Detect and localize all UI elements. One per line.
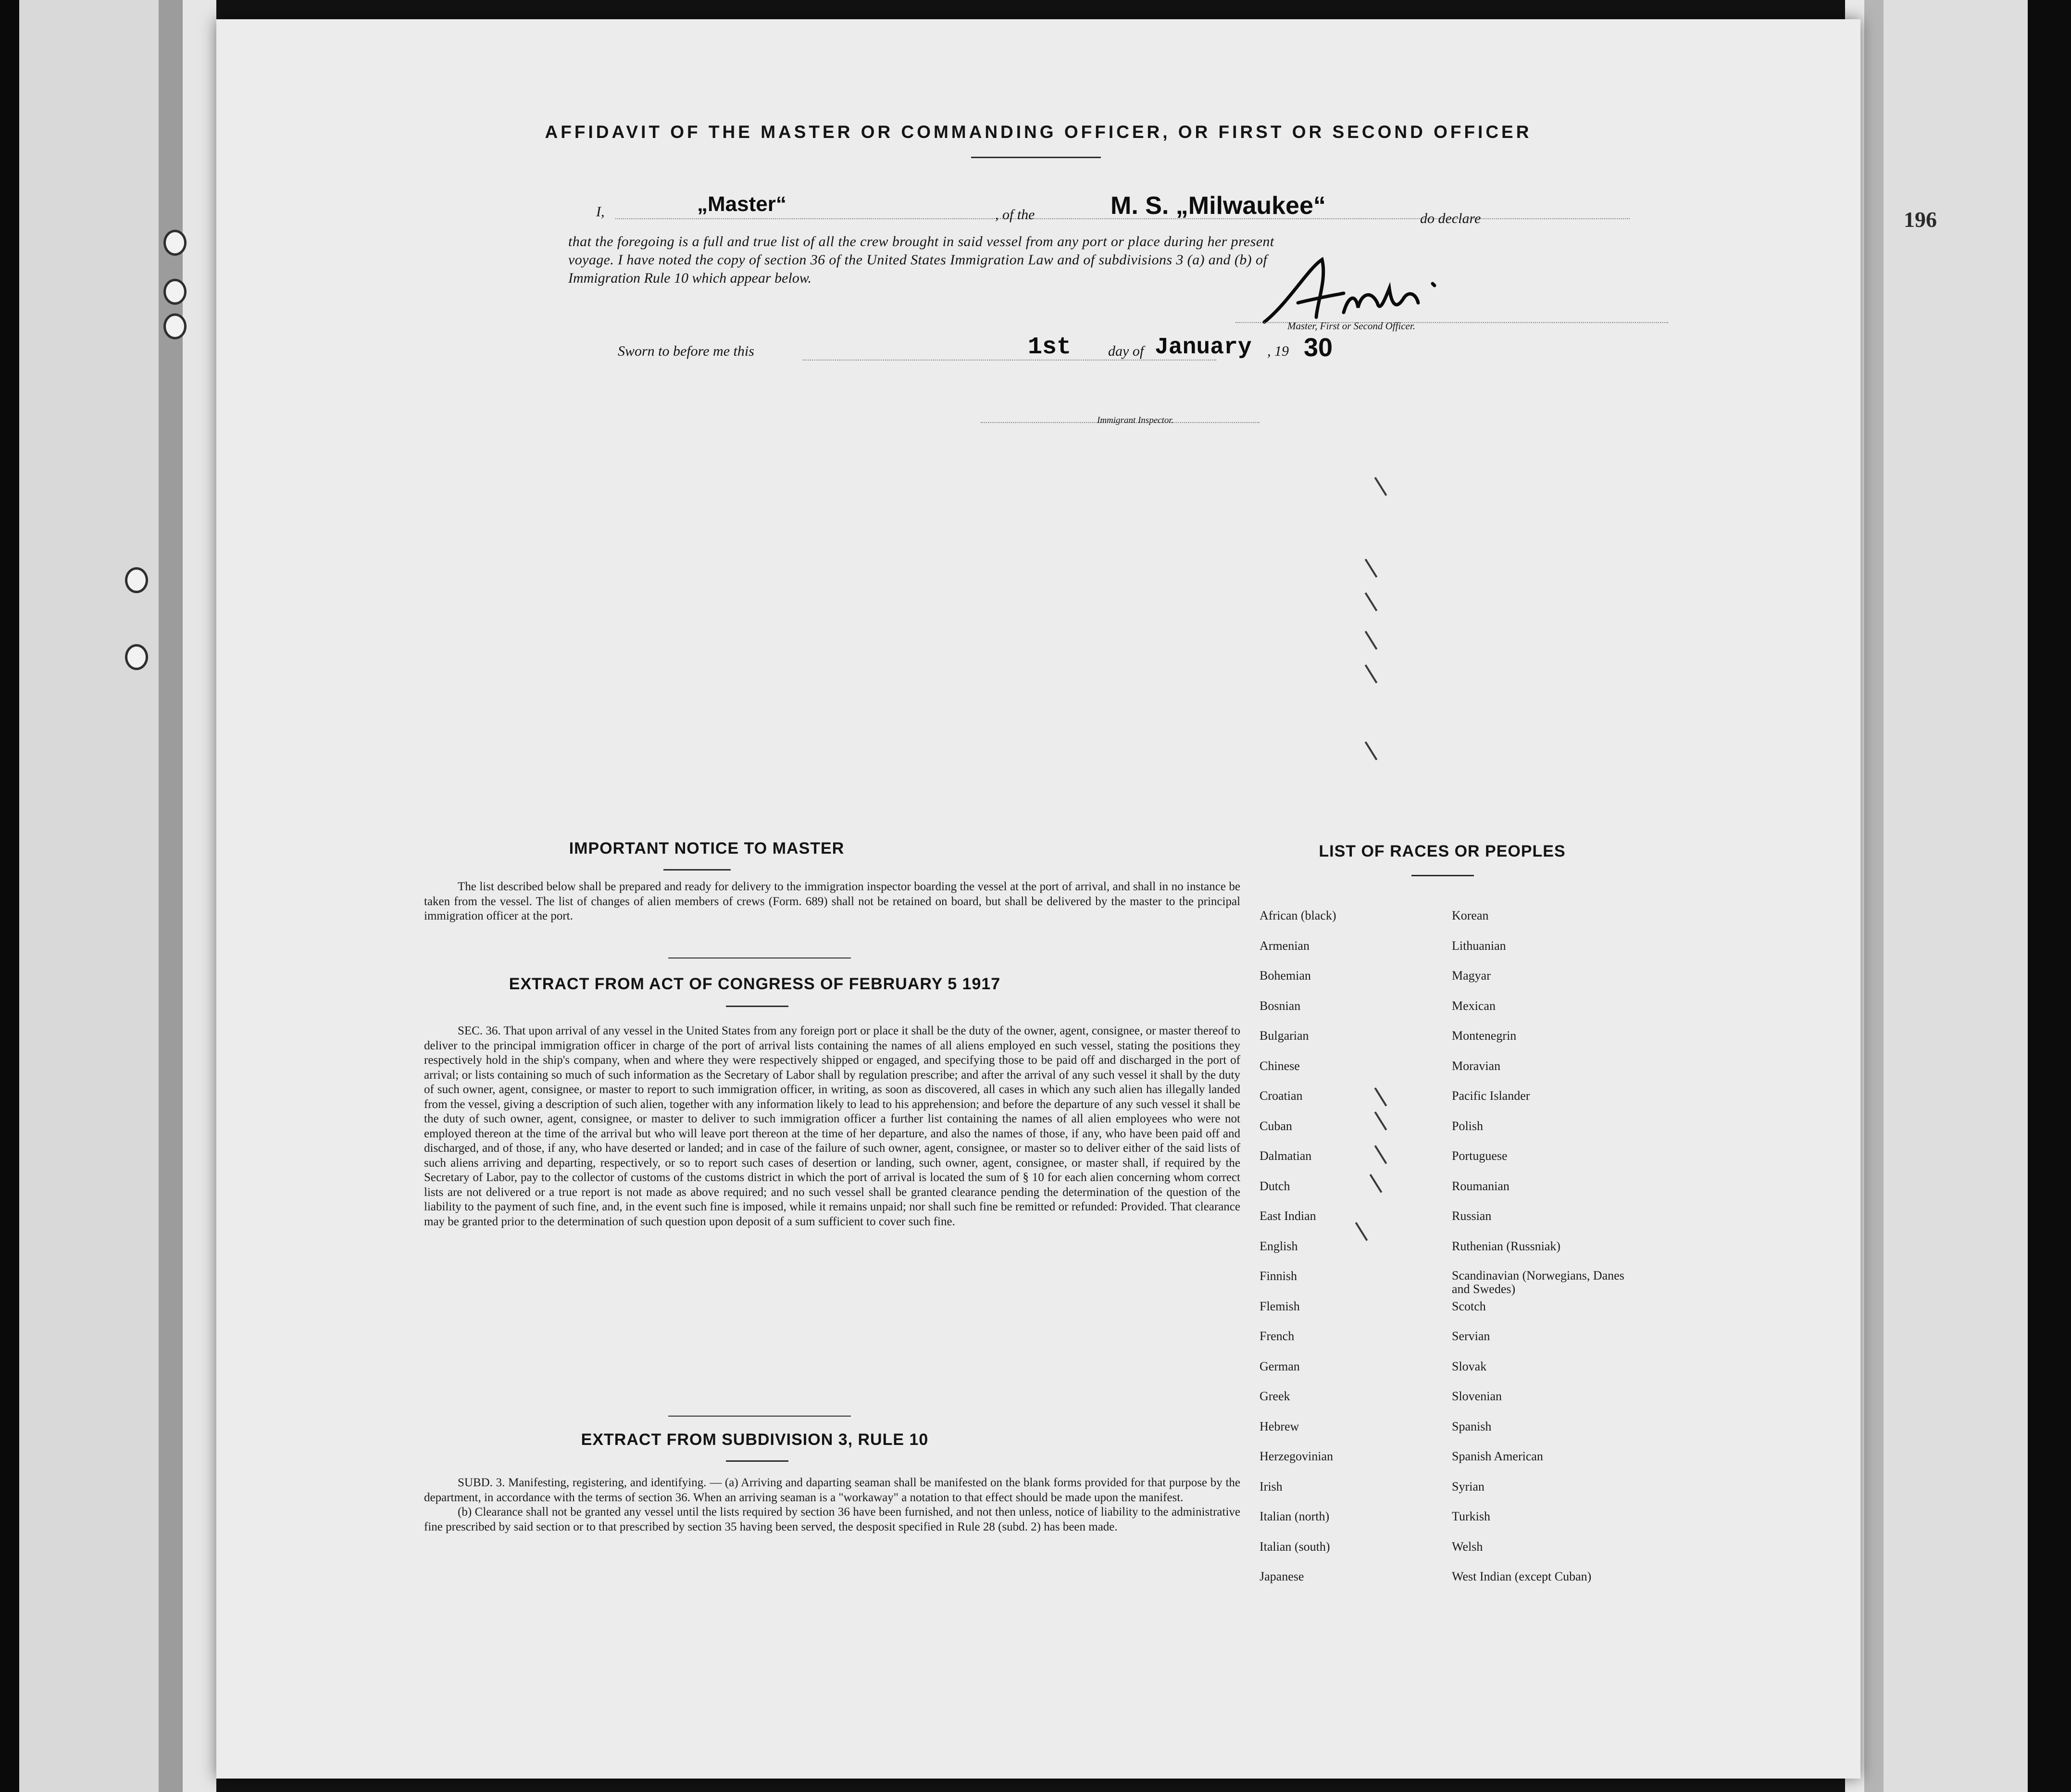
race-item: Herzegovinian [1260,1449,1334,1463]
scan-left-margin [0,0,216,1792]
signature-caption: Master, First or Second Officer. [1287,320,1415,332]
race-item: Lithuanian [1452,938,1506,953]
sworn-year: 30 [1304,333,1333,362]
race-item: Dalmatian [1260,1149,1312,1163]
year-prefix: , 19 [1267,343,1289,359]
rule-rule [726,1460,788,1462]
race-item: Polish [1452,1119,1484,1133]
race-item: English [1260,1239,1298,1253]
declaration-line-2: voyage. I have noted the copy of section 36 of the United States Immigration Law and of subdivisions 3 (a) and (b) of [568,252,1268,268]
pencil-tick [1365,559,1378,577]
race-item: West Indian (except Cuban) [1452,1569,1592,1583]
race-item: French [1260,1329,1295,1343]
pencil-tick [1355,1222,1368,1241]
declaration-line-3: Immigration Rule 10 which appear below. [568,270,812,286]
race-item: Pacific Islander [1452,1089,1530,1103]
act-title: EXTRACT FROM ACT OF CONGRESS OF FEBRUARY 5 1917 [509,975,1001,993]
binder-hole-icon [163,230,187,256]
race-item: Flemish [1260,1299,1300,1313]
day-of-label: day of [1108,343,1144,359]
binder-hole-icon [125,567,148,593]
i-label: I, [596,204,605,220]
act-rule [726,1006,788,1007]
race-item: Turkish [1452,1509,1490,1523]
pencil-tick [1370,1174,1383,1193]
race-item: Chinese [1260,1058,1300,1073]
race-item: Ruthenian (Russniak) [1452,1239,1561,1253]
rule-top-rule [668,1416,851,1417]
sworn-day: 1st [1028,334,1072,361]
race-item: Bohemian [1260,969,1311,983]
race-item: Spanish [1452,1419,1492,1433]
pencil-tick [1374,477,1387,496]
title-rule [971,157,1101,158]
affidavit-title: AFFIDAVIT OF THE MASTER OR COMMANDING OFFICER, OR FIRST OR SECOND OFFICER [545,122,1532,142]
officer-title: „Master“ [697,192,786,216]
notice-rule [663,869,731,871]
officer-fill-line [615,218,1120,219]
race-item: Slovenian [1452,1389,1502,1403]
manifest-sheet [216,19,1860,1779]
race-item: Hebrew [1260,1419,1299,1433]
race-item: Armenian [1260,938,1310,953]
back-page-number: 196 [1904,207,1937,232]
race-item: Korean [1452,908,1489,922]
notice-text: The list described below shall be prepared and ready for delivery to the immigration inspector boarding the vessel at the port of arrival, and shall in no instance be taken from the vessel. The list of changes of alien members of crews (Form. 689) shall not be retained on board, but shall be delivered by the master to the principal immigration officer at the port. [424,880,1240,922]
inspector-caption: Immigrant Inspector. [1097,415,1174,425]
race-item: Scotch [1452,1299,1486,1313]
race-item: Irish [1260,1479,1283,1493]
race-item: Italian (south) [1260,1539,1330,1554]
races-title: LIST OF RACES OR PEOPLES [1319,842,1566,860]
pencil-tick [1374,1111,1387,1130]
race-item: African (black) [1260,908,1336,922]
sworn-fill-line [803,360,1216,361]
races-rule [1411,875,1474,876]
race-item: Spanish American [1452,1449,1543,1463]
sworn-month: January [1155,335,1252,361]
race-item: German [1260,1359,1300,1373]
race-item: Moravian [1452,1058,1501,1073]
race-item: East Indian [1260,1209,1316,1223]
race-item: Scandinavian (Norwegians, Danes and Swedes) [1452,1269,1624,1296]
sworn-label: Sworn to before me this [618,343,754,359]
race-item: Dutch [1260,1179,1290,1193]
race-item: Slovak [1452,1359,1487,1373]
pencil-tick [1365,631,1378,649]
race-item: Croatian [1260,1089,1303,1103]
do-declare-label: do declare [1420,211,1481,226]
race-item: Finnish [1260,1269,1297,1283]
act-text: SEC. 36. That upon arrival of any vessel in the United States from any foreign port or place it shall be the duty of the owner, agent, consignee, or master thereof to deliver to the principal immigration officer in charge of the port of arrival lists containing the names of all aliens employed en such vessel, stating the positions they respectively hold in the ship's company, when and where they were respectively shipped or engaged, and specifying those to be paid off and discharged in the port of arrival; or lists containing so much of such information as the Secretary of Labor shall by regulation prescribe; and after the arrival of any such vessel it shall by the duty of such owner, agent, consignee, or master to report to such immigration officer, in writing, as soon as discovered, all cases in which any such alien has illegally landed from the vessel, giving a description of such alien, together with any information likely to lead to his apprehension; and before the departure of any such vessel it shall be the duty of such owner, agent, consignee, or master to deliver to such immigration officer a further list containing the names of all alien employees who were not employed thereon at the time of the arrival but who will leave port thereon at the time of her departure, and also the names of those, if any, who have been paid off and discharged, and of those, if any, who have deserted or landed; and in case of the failure of such owner, agent, consignee, or master so to deliver either of the said lists of such aliens arriving and departing, respectively, or so to report such cases of desertion or landing, such owner, agent, consignee, or master shall, if required by the Secretary of Labor, pay to the collector of customs of the customs district in which the port of arrival is located the sum of § 10 for each alien concerning whom correct lists are not delivered or a true report is not made as above required; and no such vessel shall be granted clearance pending the determination of the question of the liability to the payment of such fine, and, in the event such fine is imposed, while it remains unpaid; nor shall such fine be remitted or refunded: Provided. That clearance may be granted prior to the determination of such question upon deposit of a sum sufficient to cover such fine. [424,1024,1240,1228]
scan-right-margin [1845,0,2071,1792]
pencil-tick [1365,664,1378,683]
race-item: Montenegrin [1452,1029,1517,1043]
race-item: Roumanian [1452,1179,1510,1193]
race-item: Japanese [1260,1569,1304,1583]
pencil-tick [1365,741,1378,760]
binder-hole-icon [125,644,148,670]
race-item: Syrian [1452,1479,1485,1493]
master-signature [1260,250,1490,332]
race-item: Bosnian [1260,998,1301,1013]
rule-title: EXTRACT FROM SUBDIVISION 3, RULE 10 [581,1431,929,1449]
race-item: Magyar [1452,969,1491,983]
race-item: Bulgarian [1260,1029,1309,1043]
binder-hole-icon [163,279,187,305]
race-item: Greek [1260,1389,1290,1403]
binder-hole-icon [163,313,187,339]
race-item: Russian [1452,1209,1492,1223]
race-item: Welsh [1452,1539,1483,1554]
notice-title: IMPORTANT NOTICE TO MASTER [569,839,845,858]
vessel-name: M. S. „Milwaukee“ [1110,192,1326,220]
race-item: Mexican [1452,998,1496,1013]
pencil-tick [1374,1145,1387,1164]
pencil-tick [1374,1087,1387,1106]
race-item: Italian (north) [1260,1509,1330,1523]
race-item: Servian [1452,1329,1490,1343]
of-the-label: , of the [995,207,1035,223]
pencil-tick [1365,592,1378,611]
rule-text: SUBD. 3. Manifesting, registering, and identifying. — (a) Arriving and daparting seaman shall be manifested on the blank forms provided for that purpose by the department, in accordance with the terms of section 36. When an arriving seaman is a "workaway" a notation to that effect should be made upon the manifest. (b) Clearance shall not be granted any vessel until the lists required by section 36 have been furnished, and not then unless, notice of liability to the administrative fine prescribed by said section or to that prescribed by section 35 having been served, the desposit specified in Rule 28 (subd. 2) has been made. [424,1476,1240,1533]
race-item: Cuban [1260,1119,1292,1133]
race-item: Portuguese [1452,1149,1508,1163]
declaration-line-1: that the foregoing is a full and true list of all the crew brought in said vessel from any port or place during her present [568,234,1274,249]
